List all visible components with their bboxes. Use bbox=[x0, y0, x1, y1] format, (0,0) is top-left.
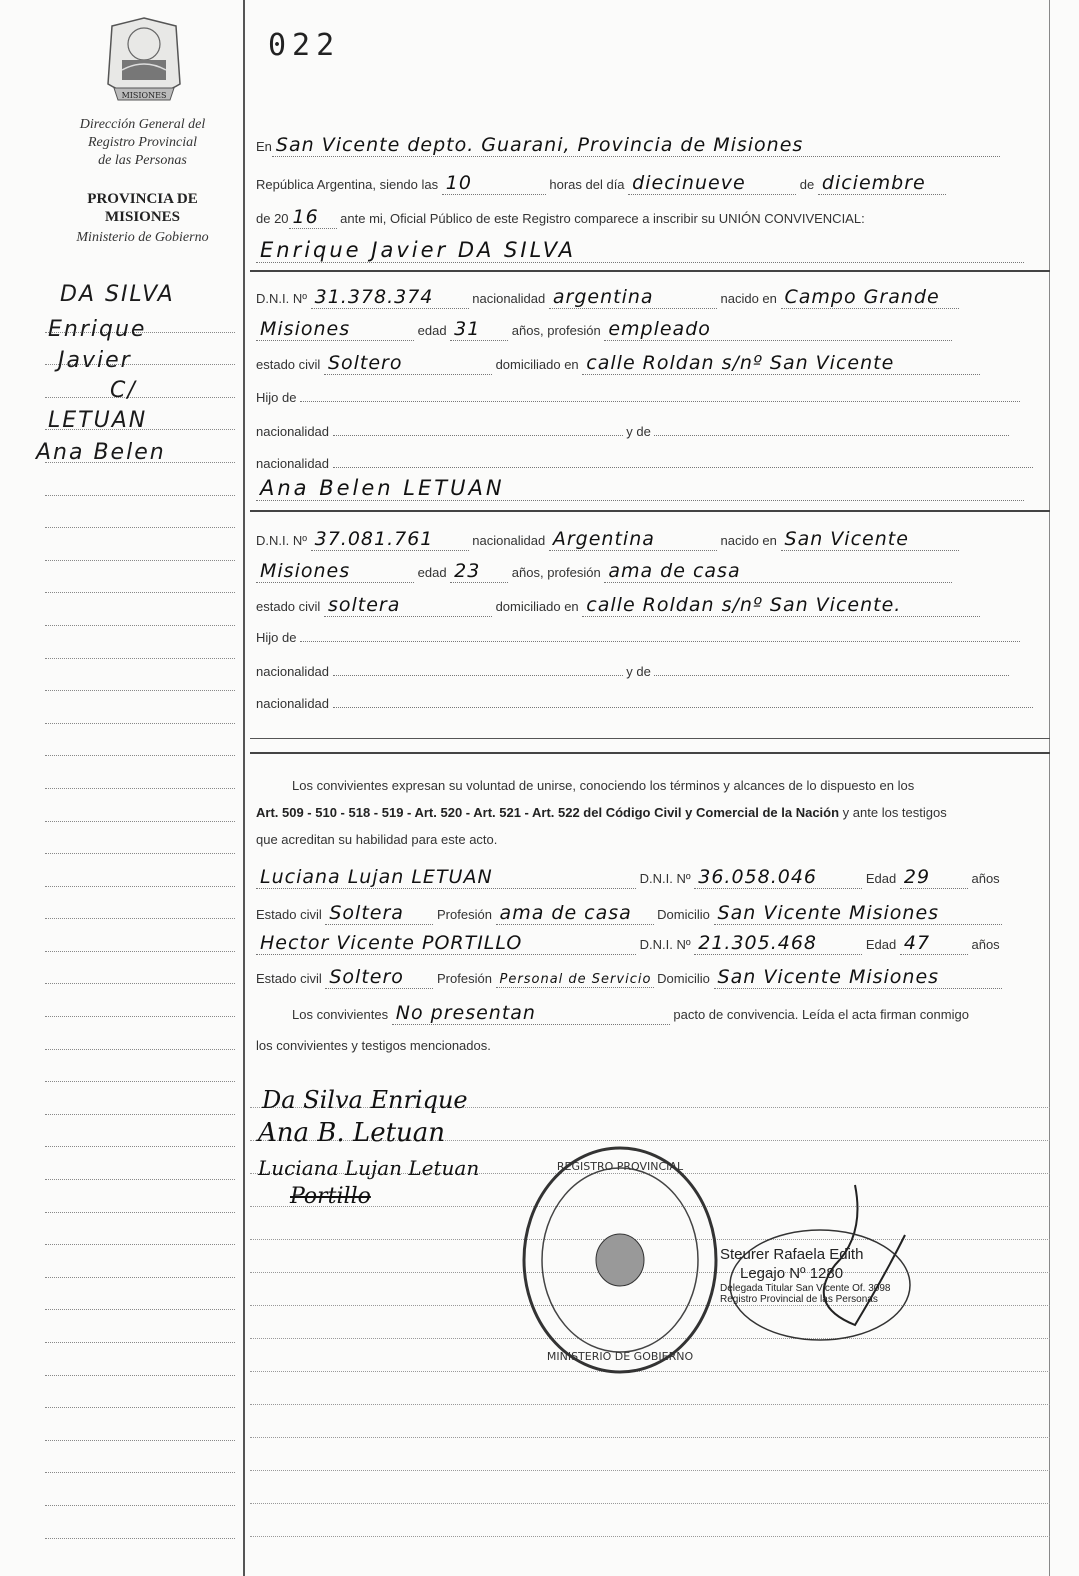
person2-born: San Vicente bbox=[781, 528, 959, 551]
agency-line: Registro Provincial bbox=[88, 135, 197, 150]
born-label: nacido en bbox=[720, 533, 777, 548]
person1-name-row bbox=[256, 238, 1046, 263]
anos-label: años, profesión bbox=[511, 565, 601, 580]
person2-hijo-row bbox=[256, 630, 1046, 645]
closing-row-2 bbox=[256, 1038, 1046, 1053]
witness2-name: Hector Vicente PORTILLO bbox=[256, 932, 636, 955]
witness2-dni: 21.305.468 bbox=[694, 932, 862, 955]
province-line: MISIONES bbox=[104, 209, 181, 225]
ministry-name: Ministerio de Gobierno bbox=[76, 230, 209, 245]
person1-nac3-row bbox=[256, 456, 1046, 471]
signature-2: Ana B. Letuan bbox=[258, 1118, 446, 1148]
person2-dni-row bbox=[256, 528, 1046, 551]
signature-3: Luciana Lujan Letuan bbox=[258, 1156, 480, 1180]
year-value: 16 bbox=[289, 206, 337, 229]
nac-label: nacionalidad bbox=[256, 664, 330, 679]
yde-line bbox=[654, 435, 1009, 436]
civil-label: Estado civil bbox=[256, 907, 322, 922]
nac-label: nacionalidad bbox=[472, 533, 546, 548]
prof-label: Profesión bbox=[437, 907, 492, 922]
year-prefix: de 20 bbox=[256, 211, 289, 226]
nac-label: nacionalidad bbox=[472, 291, 546, 306]
person1-dni: 31.378.374 bbox=[311, 286, 469, 309]
day-value: diecinueve bbox=[628, 172, 796, 195]
person1-dni-row bbox=[256, 286, 1046, 309]
hijo-line bbox=[300, 401, 1020, 402]
witness1-dni: 36.058.046 bbox=[694, 866, 862, 889]
hijo-label: Hijo de bbox=[256, 390, 297, 405]
statement-line: Los convivientes expresan su voluntad de unirse, conociendo los términos y alcances de lo dispuesto en los bbox=[292, 778, 915, 793]
person1-top-rule bbox=[250, 270, 1050, 272]
witness1-name: Luciana Lujan LETUAN bbox=[256, 866, 636, 889]
margin-lines bbox=[45, 300, 235, 1539]
person2-bottom-rule bbox=[250, 738, 1050, 739]
edad-label: Edad bbox=[865, 871, 897, 886]
witness1-profession: ama de casa bbox=[496, 902, 654, 925]
yde-label: y de bbox=[626, 664, 651, 679]
yde-label: y de bbox=[626, 424, 651, 439]
officer-role: Delegada Titular San Vicente Of. 3098 bbox=[720, 1283, 891, 1294]
witness2-name-row bbox=[256, 932, 1046, 955]
statement-articles: Art. 509 - 510 - 518 - 519 - Art. 520 - Art. 521 - Art. 522 del Código Civil y Comercial de la Nación bbox=[256, 805, 840, 820]
intro-row bbox=[256, 206, 1046, 229]
born-label: nacido en bbox=[720, 291, 777, 306]
edad-label: edad bbox=[417, 323, 447, 338]
margin-firstname2: Ana Belen bbox=[36, 440, 166, 465]
dom-label: Domicilio bbox=[657, 971, 710, 986]
crest-label: MISIONES bbox=[121, 91, 167, 100]
anos-label: años bbox=[971, 937, 1000, 952]
anos-label: años bbox=[971, 871, 1000, 886]
person1-hijo-row bbox=[256, 390, 1046, 405]
person1-nationality: argentina bbox=[549, 286, 717, 309]
witness2-profession: Personal de Servicio bbox=[496, 972, 654, 988]
witness1-age: 29 bbox=[900, 866, 968, 889]
officer-stamp bbox=[720, 1245, 890, 1305]
yde-line bbox=[654, 675, 1009, 676]
nac-line bbox=[333, 435, 623, 436]
person2-born2: Misiones bbox=[256, 560, 414, 583]
closing-line2: los convivientes y testigos mencionados. bbox=[256, 1038, 491, 1053]
hijo-line bbox=[300, 641, 1020, 642]
agency-line: Dirección General del bbox=[79, 117, 206, 132]
dni-label: D.N.I. Nº bbox=[256, 291, 307, 306]
month-value: diciembre bbox=[818, 172, 946, 195]
province-line: PROVINCIA DE bbox=[87, 191, 198, 207]
person2-top-rule bbox=[250, 510, 1050, 512]
svg-text:REGISTRO PROVINCIAL: REGISTRO PROVINCIAL bbox=[556, 1160, 684, 1173]
officer-name: Steurer Rafaela Edith bbox=[720, 1246, 864, 1263]
edad-label: Edad bbox=[865, 937, 897, 952]
person1-profession: empleado bbox=[604, 318, 952, 341]
nac-line bbox=[333, 707, 1033, 708]
closing-row bbox=[256, 1002, 1046, 1025]
person2-age-row bbox=[256, 560, 1046, 583]
intro-text: ante mi, Oficial Público de este Registro comparece a inscribir su UNIÓN CONVIVENCIAL: bbox=[340, 211, 865, 226]
agency-line: de las Personas bbox=[98, 153, 187, 168]
witness2-civil: Soltero bbox=[325, 966, 433, 989]
hijo-label: Hijo de bbox=[256, 630, 297, 645]
republica-label: República Argentina, siendo las bbox=[256, 177, 439, 192]
statement-rest: y ante los testigos bbox=[842, 805, 947, 820]
official-seal-icon bbox=[515, 1140, 725, 1380]
statement-paragraph bbox=[256, 772, 1044, 853]
person1-born: Campo Grande bbox=[781, 286, 959, 309]
hour-value: 10 bbox=[442, 172, 546, 195]
margin-surname: DA SILVA bbox=[60, 282, 175, 307]
person1-age: 31 bbox=[450, 318, 508, 341]
witness1-address: San Vicente Misiones bbox=[714, 902, 1002, 925]
person2-name: Ana Belen LETUAN bbox=[256, 476, 1024, 501]
prof-label: Profesión bbox=[437, 971, 492, 986]
margin-surname2: LETUAN bbox=[48, 408, 148, 433]
anos-label: años, profesión bbox=[511, 323, 601, 338]
dni-label: D.N.I. Nº bbox=[639, 937, 691, 952]
dni-label: D.N.I. Nº bbox=[639, 871, 691, 886]
civil-label: estado civil bbox=[256, 357, 321, 372]
person2-nationality: Argentina bbox=[549, 528, 717, 551]
province-name bbox=[50, 190, 235, 226]
closing-value: No presentan bbox=[392, 1002, 670, 1025]
agency-name bbox=[50, 116, 235, 170]
svg-text:MINISTERIO DE GOBIERNO: MINISTERIO DE GOBIERNO bbox=[546, 1350, 694, 1363]
nac-line bbox=[333, 467, 1033, 468]
person1-name: Enrique Javier DA SILVA bbox=[256, 238, 1024, 263]
person1-nac2-row bbox=[256, 424, 1046, 439]
dom-label: domiciliado en bbox=[495, 599, 579, 614]
witness1-info-row bbox=[256, 902, 1046, 925]
person2-profession: ama de casa bbox=[604, 560, 952, 583]
statement-line: que acreditan su habilidad para este acto. bbox=[256, 832, 498, 847]
person2-nac2-row bbox=[256, 664, 1046, 679]
nac-label: nacionalidad bbox=[256, 696, 330, 711]
province-crest-icon bbox=[100, 14, 188, 110]
en-label: En bbox=[256, 139, 272, 154]
witness2-address: San Vicente Misiones bbox=[714, 966, 1002, 989]
nac-line bbox=[333, 675, 623, 676]
person1-age-row bbox=[256, 318, 1046, 341]
person2-dni: 37.081.761 bbox=[311, 528, 469, 551]
signature-1: Da Silva Enrique bbox=[262, 1086, 468, 1114]
date-row bbox=[256, 172, 1046, 195]
edad-label: edad bbox=[417, 565, 447, 580]
closing-rest: pacto de convivencia. Leída el acta firman conmigo bbox=[673, 1007, 969, 1022]
dom-label: Domicilio bbox=[657, 907, 710, 922]
person2-civil: soltera bbox=[324, 594, 492, 617]
witness1-name-row bbox=[256, 866, 1046, 889]
left-column-rule bbox=[243, 0, 245, 1576]
nac-label: nacionalidad bbox=[256, 424, 330, 439]
person1-address: calle Roldan s/nº San Vicente bbox=[582, 352, 980, 375]
signature-4: Portillo bbox=[290, 1184, 371, 1209]
place-value: San Vicente depto. Guarani, Provincia de Misiones bbox=[272, 134, 1000, 157]
margin-middlename: Javier bbox=[58, 348, 132, 373]
margin-firstname: Enrique bbox=[48, 317, 147, 342]
person2-address: calle Roldan s/nº San Vicente. bbox=[582, 594, 980, 617]
act-number: 022 bbox=[268, 28, 341, 63]
dni-label: D.N.I. Nº bbox=[256, 533, 307, 548]
witness1-civil: Soltera bbox=[325, 902, 433, 925]
margin-conj: C/ bbox=[110, 378, 137, 403]
nac-label: nacionalidad bbox=[256, 456, 330, 471]
officer-role: Registro Provincial de las Personas bbox=[720, 1294, 878, 1305]
witness2-info-row bbox=[256, 966, 1046, 989]
witness2-age: 47 bbox=[900, 932, 968, 955]
de-label: de bbox=[799, 177, 815, 192]
civil-label: Estado civil bbox=[256, 971, 322, 986]
person2-nac3-row bbox=[256, 696, 1046, 711]
dom-label: domiciliado en bbox=[495, 357, 579, 372]
closing-lead: Los convivientes bbox=[292, 1007, 389, 1022]
person2-name-row bbox=[256, 476, 1046, 501]
person1-born2: Misiones bbox=[256, 318, 414, 341]
place-row bbox=[256, 134, 1046, 157]
person2-civil-row bbox=[256, 594, 1046, 617]
horas-label: horas del día bbox=[549, 177, 625, 192]
person1-civil-row bbox=[256, 352, 1046, 375]
person2-age: 23 bbox=[450, 560, 508, 583]
statement-line-2 bbox=[256, 799, 1044, 826]
civil-label: estado civil bbox=[256, 599, 321, 614]
officer-legajo: Legajo Nº 1280 bbox=[740, 1265, 844, 1282]
person1-civil: Soltero bbox=[324, 352, 492, 375]
section-rule bbox=[250, 752, 1050, 754]
